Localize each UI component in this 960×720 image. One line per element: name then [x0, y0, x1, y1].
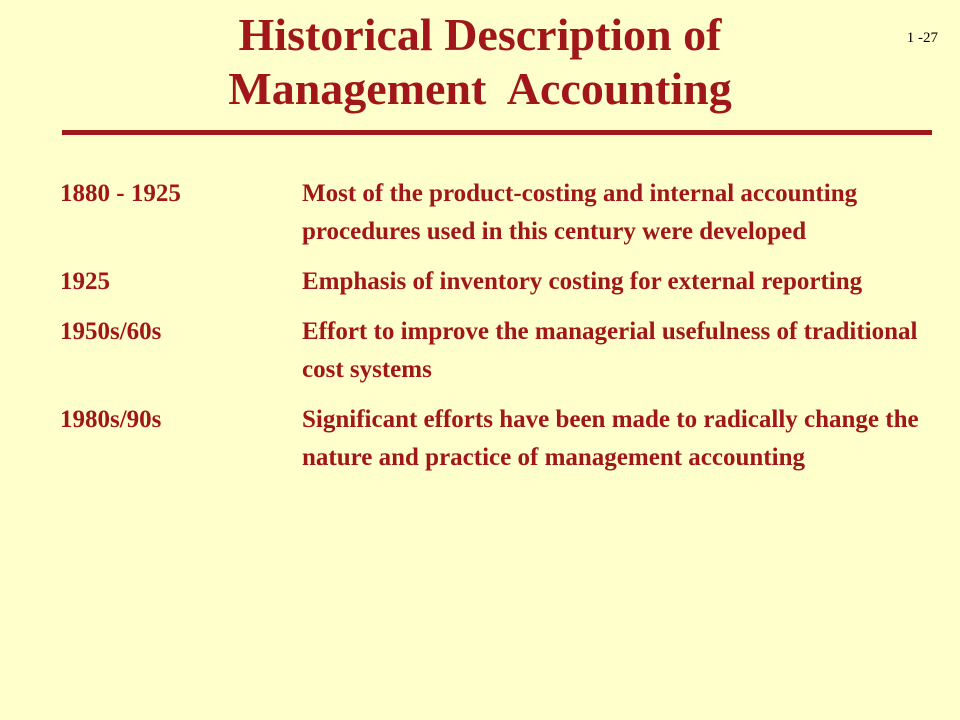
timeline-list: [60, 175, 920, 489]
timeline-row: [60, 313, 920, 389]
timeline-row: [60, 263, 920, 301]
slide-title-line-2: Management Accounting: [228, 63, 732, 114]
timeline-description: Effort to improve the managerial usefulness of traditional cost systems: [302, 318, 918, 383]
slide-title: [120, 8, 840, 116]
timeline-period: 1950s/60s: [60, 318, 162, 345]
slide-number: 1 -27: [906, 30, 938, 46]
timeline-description: Significant efforts have been made to radically change the nature and practice of management accounting: [302, 406, 919, 471]
timeline-period: 1880 - 1925: [60, 180, 181, 207]
timeline-period: 1980s/90s: [60, 406, 162, 433]
timeline-description: Most of the product-costing and internal accounting procedures used in this century were developed: [302, 180, 858, 245]
slide-title-line-1: Historical Description of: [238, 9, 722, 60]
timeline-description: Emphasis of inventory costing for external reporting: [302, 268, 863, 295]
timeline-period: 1925: [60, 268, 110, 295]
timeline-row: [60, 175, 920, 251]
timeline-row: [60, 401, 920, 477]
title-divider: [62, 130, 932, 135]
